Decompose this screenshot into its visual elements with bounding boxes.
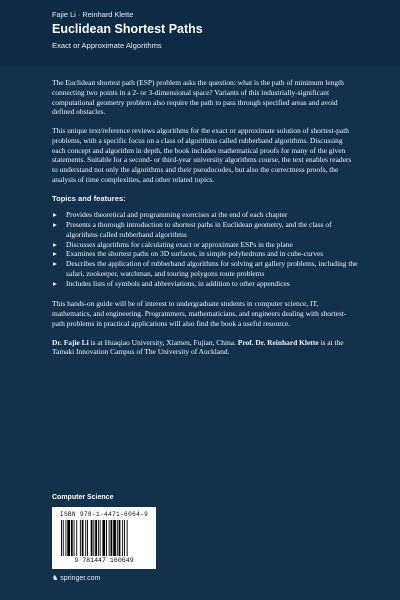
- barcode-bar: [91, 520, 93, 556]
- barcode-bar: [66, 520, 67, 556]
- barcode-bar: [113, 520, 116, 556]
- book-title: Euclidean Shortest Paths: [52, 22, 203, 36]
- barcode-bar: [80, 520, 81, 556]
- bullet-icon: ▸: [53, 259, 57, 268]
- barcode-bar: [93, 520, 94, 556]
- barcode-bar: [82, 520, 84, 556]
- isbn-text: ISBN 978-1-4471-6064-9: [59, 511, 149, 518]
- barcode-bar: [85, 520, 86, 556]
- barcode: [52, 507, 156, 569]
- list-item: ▸ Describes the application of rubberband algorithms for solving art gallery problems, including the safari, zookeeper, watchman, and touring polygons route problems: [53, 259, 358, 278]
- barcode-bar: [127, 520, 128, 556]
- barcode-bar: [87, 520, 88, 556]
- barcode-bar: [117, 520, 118, 556]
- barcode-bar: [61, 520, 62, 556]
- barcode-bar: [124, 520, 125, 556]
- topics-list: [52, 210, 358, 288]
- barcode-bar: [71, 520, 73, 556]
- audience-paragraph: This hands-on guide will be of interest to undergraduate students in computer science, IT, mathematics, and engineering. Programmers, mathematicians, and engineers dealing with shortest-path problems in practical applications will also find the book a useful resource.: [52, 299, 347, 328]
- back-cover-text: [52, 78, 358, 366]
- barcode-bar: [67, 520, 70, 556]
- barcode-bar: [106, 520, 107, 556]
- bullet-icon: ▸: [53, 249, 57, 259]
- author-bio: Dr. Fajie Li is at Huaqiao University, Xiamen, Fujian, China. Prof. Dr. Reinhard Klette is at the Tamaki Innovation Campus of The University of Auckland.: [52, 337, 344, 357]
- description-paragraph: This unique text/reference reviews algorithms for the exact or approximate solution of shortest-path problems, with a specific focus on a class of algorithms called rubberband algorithms. Discussing each concept and algorithm in depth, the book includes mathematical proofs for many of the given statements. Suitable for a second- or third-year university algorithms course, the text enables readers to understand not only the algorithms and their pseudocodes, but also the correctness proofs, the analysis of time complexities, and other related topics.: [52, 126, 352, 184]
- barcode-bar: [102, 520, 105, 556]
- bullet-icon: ▸: [53, 239, 57, 249]
- barcode-bar: [122, 520, 123, 556]
- authors: Fajie Li · Reinhard Klette: [52, 10, 134, 19]
- barcode-bar: [119, 520, 121, 556]
- barcode-number: 9 781447 160649: [74, 557, 134, 564]
- barcode-bar: [74, 520, 75, 556]
- author-name-1: Dr. Fajie Li: [52, 337, 89, 347]
- barcode-bar: [109, 520, 110, 556]
- bullet-icon: ▸: [53, 210, 57, 220]
- publisher-link[interactable]: ♞ springer.com: [52, 575, 101, 582]
- list-item: ▸ Examines the shortest paths on 3D surfaces, in simple polyhedrons and in cube-curves: [53, 249, 324, 259]
- springer-horse-icon: ♞: [52, 575, 59, 582]
- list-item: ▸ Includes lists of symbols and abbreviations, in addition to other appendices: [53, 278, 290, 288]
- barcode-bar: [63, 520, 64, 556]
- category-label: Computer Science: [52, 494, 114, 501]
- barcode-bar: [95, 520, 97, 556]
- barcode-bar: [76, 520, 77, 556]
- list-item: ▸ Provides theoretical and programming exercises at the end of each chapter: [53, 210, 288, 220]
- cover-header: [0, 0, 400, 66]
- list-item: ▸ Discusses algorithms for calculating exact or approximate ESPs in the plane: [53, 239, 293, 249]
- author-name-2: Prof. Dr. Reinhard Klette: [237, 337, 319, 347]
- barcode-bar: [111, 520, 113, 556]
- topics-heading: Topics and features:: [52, 193, 126, 203]
- bullet-icon: ▸: [53, 220, 57, 229]
- intro-paragraph: The Euclidean shortest path (ESP) problem asks the question: what is the path of minimum length connecting two points in a 2- or 3-dimensional space? Variants of this industrially-significant computational geometry problem also require the path to pass through specified areas and avoid defined obstacles.: [52, 78, 344, 117]
- book-subtitle: Exact or Approximate Algorithms: [52, 41, 162, 50]
- list-item: ▸ Presents a thorough introduction to shortest paths in Euclidean geometry, and the class of algorithms called rubberband algorithms: [53, 220, 332, 239]
- bullet-icon: ▸: [53, 278, 57, 288]
- barcode-bars: [61, 520, 147, 556]
- barcode-bar: [100, 520, 101, 556]
- barcode-bar: [98, 520, 99, 556]
